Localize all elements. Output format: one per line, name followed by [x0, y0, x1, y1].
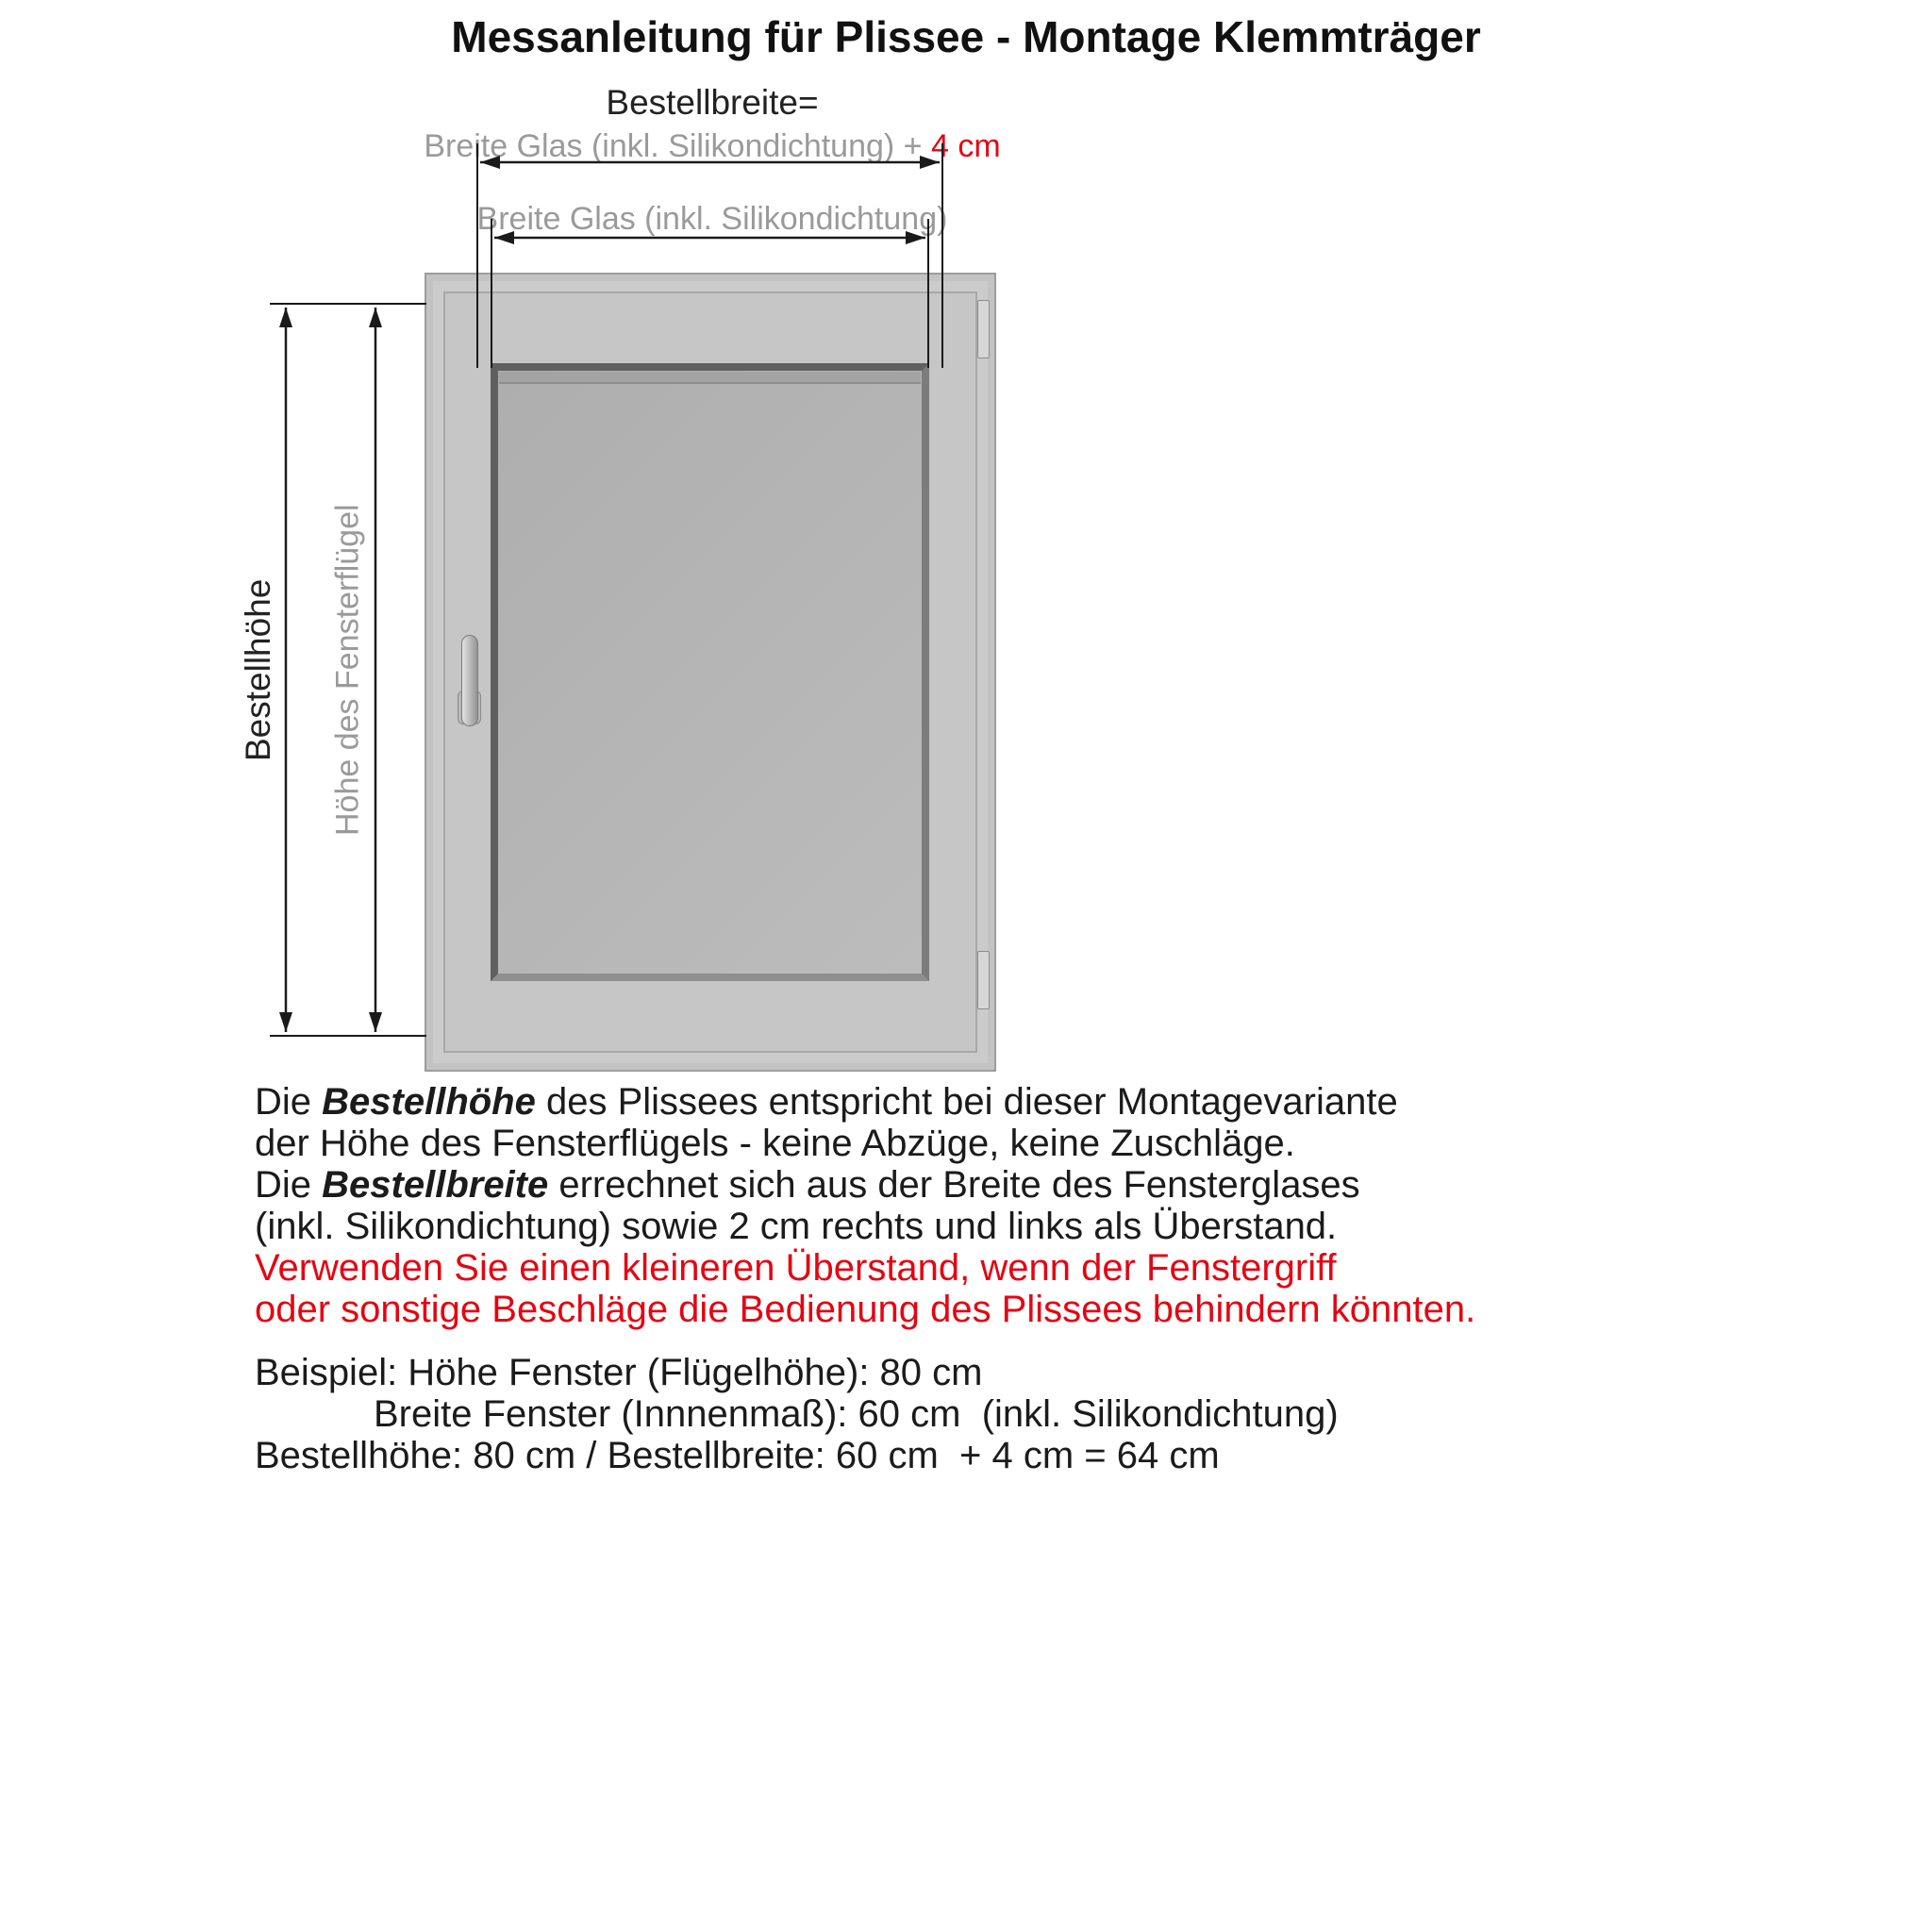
example-line2: Breite Fenster (Innnenmaß): 60 cm (inkl. Silikondichtung)	[374, 1393, 1339, 1435]
paragraph-width-line2: (inkl. Silikondichtung) sowie 2 cm rechts und links als Überstand.	[255, 1206, 1338, 1247]
warning-line2: oder sonstige Beschläge die Bedienung des Plissees behindern könnten.	[255, 1289, 1476, 1330]
paragraph-height-line2: der Höhe des Fensterflügels - keine Abzüge, keine Zuschläge.	[255, 1123, 1295, 1164]
p1-rest: des Plissees entspricht bei dieser Montagevariante	[535, 1081, 1398, 1123]
hinge-top	[977, 300, 990, 358]
p2-emphasis: Bestellbreite	[322, 1164, 549, 1206]
page-title: Messanleitung für Plissee - Montage Klemmträger	[451, 12, 1481, 61]
sash-height-label: Höhe des Fensterflügel	[329, 504, 366, 836]
p1-emphasis: Bestellhöhe	[322, 1081, 536, 1123]
window-glass	[491, 363, 929, 981]
plissee-top-rail	[499, 372, 921, 384]
order-height-label: Bestellhöhe	[239, 578, 277, 761]
paragraph-width-line1	[255, 1164, 1726, 1206]
example-block	[255, 1352, 1726, 1476]
p2-prefix: Die	[255, 1164, 323, 1206]
paragraph-height-line1	[255, 1081, 1726, 1123]
instruction-text	[255, 1081, 1726, 1476]
glass-width-label: Breite Glas (inkl. Silikondichtung)	[476, 201, 948, 237]
warning-line1: Verwenden Sie einen kleineren Überstand, wenn der Fenstergriff	[255, 1247, 1337, 1289]
p1-prefix: Die	[255, 1081, 323, 1123]
glass-width-plus-text: Breite Glas (inkl. Silikondichtung) +	[424, 128, 931, 164]
example-line3: Bestellhöhe: 80 cm / Bestellbreite: 60 cm + 4 cm = 64 cm	[255, 1435, 1220, 1476]
glass-width-plus-label	[424, 128, 1000, 165]
p2-rest: errechnet sich aus der Breite des Fensterglases	[548, 1164, 1360, 1206]
hinge-bottom	[977, 951, 990, 1009]
glass-width-plus-highlight: 4 cm	[930, 128, 1001, 164]
order-width-label: Bestellbreite=	[606, 83, 819, 122]
window-handle	[461, 635, 478, 726]
example-line1: Beispiel: Höhe Fenster (Flügelhöhe): 80 cm	[255, 1352, 983, 1393]
